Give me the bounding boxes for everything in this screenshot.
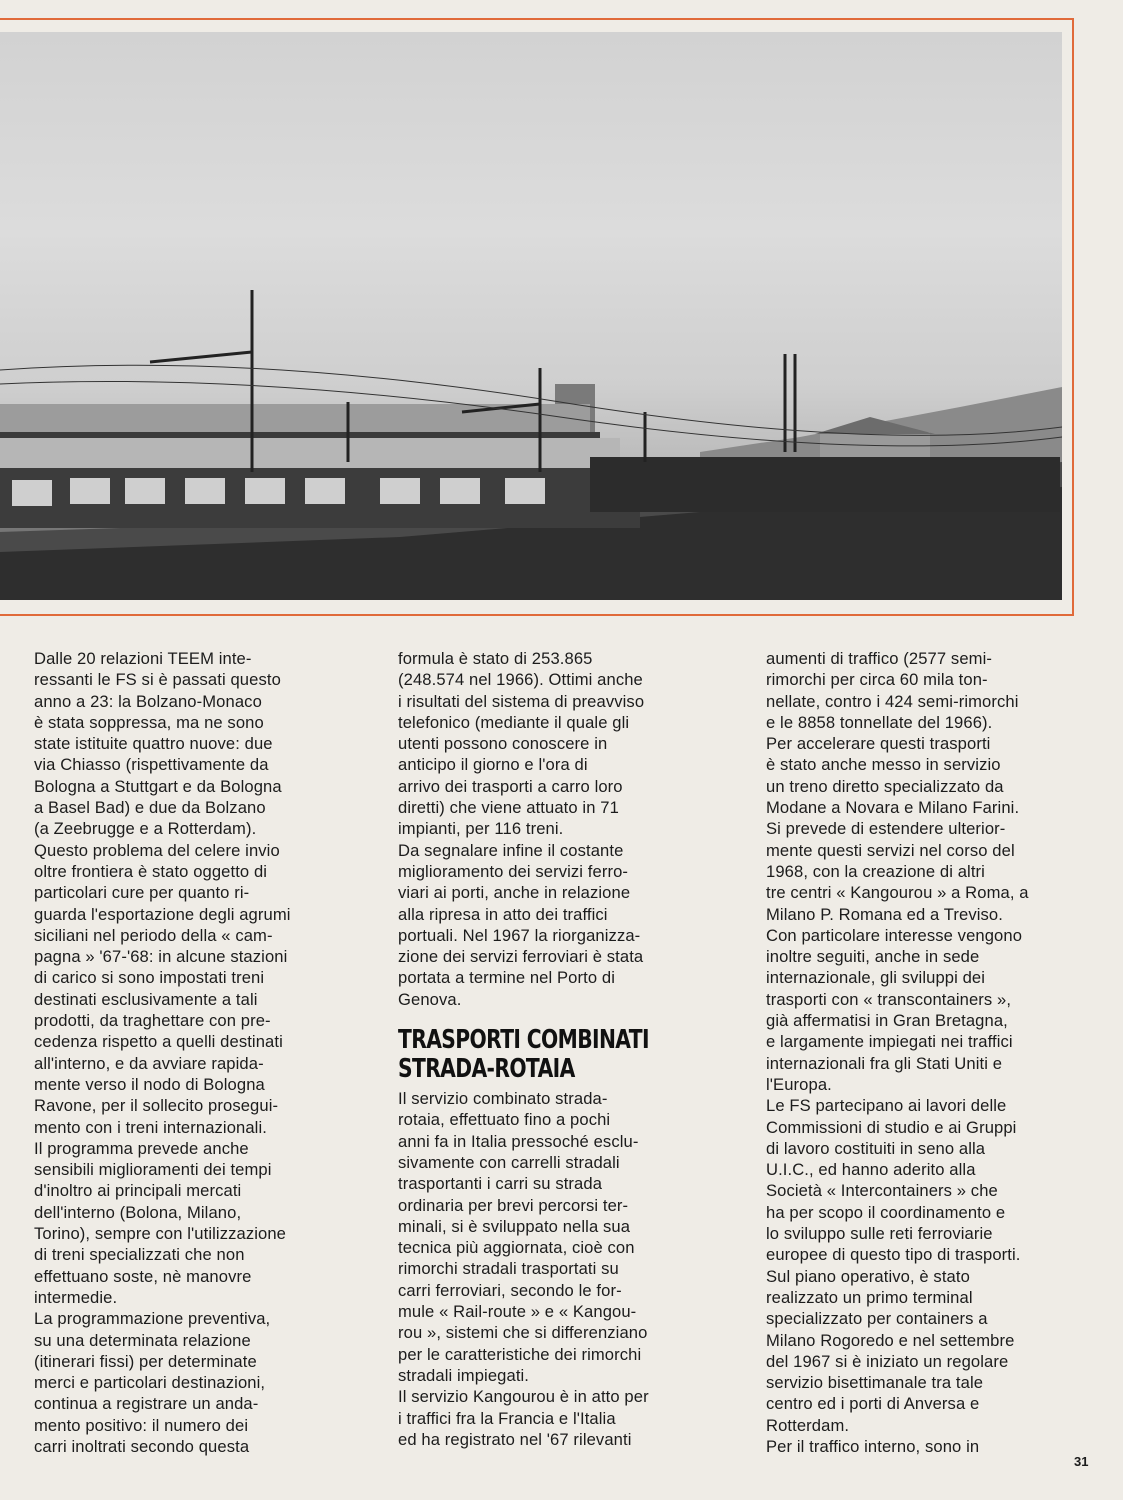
paragraph: La programmazione preventiva, su una determinata relazione (itinerari fissi) per determinate merci e particolari destinazioni, continua a registrare un anda- mento positivo: il numero dei carri inoltrati secondo questa (34, 1309, 271, 1456)
paragraph: formula è stato di 253.865 (248.574 nel 1966). Ottimi anche i risultati del sistema di preavviso telefonico (mediante il quale gli utenti possono conoscere in anticipo il giorno e l'ora di arrivo dei trasporti a carro loro diretti) che viene attuato in 71 impianti, per 116 treni. (398, 649, 645, 839)
paragraph: Con particolare interesse vengono inoltre seguiti, anche in sede internazionale, gli sviluppi dei trasporti con « transcontainers », già affermatisi in Gran Bretagna, e largamente impiegati nei traffici internazionali fra gli Stati Uniti e l'Europa. (766, 925, 1023, 1094)
paragraph: Sul piano operativo, è stato realizzato un primo terminal specializzato per containers a Milano Rogoredo e nel settembre del 1967 si è iniziato un regolare servizio bisettimanale tra tale centro ed i porti di Anversa e Rotterdam. (766, 1266, 1015, 1435)
text-column-3 (766, 648, 1096, 1457)
paragraph: Per il traffico interno, sono in (766, 1436, 980, 1456)
paragraph: Le FS partecipano ai lavori delle Commissioni di studio e ai Gruppi di lavoro costituiti in seno alla U.I.C., ed hanno aderito alla Società « Intercontainers » che ha per scopo il coordinamento e lo sviluppo sulle reti ferroviarie europee di questo tipo di trasporti. (766, 1096, 1021, 1265)
paragraph: Il servizio Kangourou è in atto per i traffici fra la Francia e l'Italia ed ha registrato nel '67 rilevanti (398, 1387, 649, 1449)
freight-train-photo (0, 32, 1062, 600)
photo-frame-right (1072, 18, 1074, 616)
paragraph: Dalle 20 relazioni TEEM inte- ressanti le FS si è passati questo anno a 23: la Bolzano-Monaco è stata soppressa, ma ne sono state istituite quattro nuove: due via Chiasso (rispettivamente da Bologna a Stuttgart e da Bologna a Basel Bad) e due da Bolzano (a Zeebrugge e a Rotterdam). (34, 649, 282, 839)
section-heading: TRASPORTI COMBINATI STRADA-ROTAIA (398, 1025, 649, 1085)
paragraph: Per accelerare questi trasporti è stato anche messo in servizio un treno diretto specializzato da Modane a Novara e Milano Farini. (766, 734, 1020, 818)
paragraph: Questo problema del celere invio oltre frontiera è stato oggetto di particolari cure per quanto ri- guarda l'esportazione degli agrumi siciliani nel periodo della « cam- pagna » '67-'68: in alcune stazioni di carico si sono impostati treni destinati esclusivamente a tali prodotti, da traghettare con pre- cedenza rispetto a quelli destinati all'interno, e da avviare rapida- mente verso il nodo di Bologna Ravone, per il sollecito prosegui- mento con i treni internazionali. (34, 840, 291, 1137)
photo-frame-top (0, 18, 1074, 20)
page-number: 31 (1074, 1454, 1089, 1469)
text-column-2 (398, 648, 728, 1450)
paragraph: Il servizio combinato strada- rotaia, effettuato fino a pochi anni fa in Italia pressoché esclu- sivamente con carrelli stradali trasportanti i carri su strada ordinaria per brevi percorsi ter- minali, si è sviluppato nella sua tecnica più aggiornata, cioè con rimorchi stradali trasportati su carri ferroviari, secondo le for- mule « Rail-route » e « Kangou- rou », sistemi che si differenziano per le caratteristiche dei rimorchi stradali impiegati. (398, 1089, 648, 1385)
paragraph: Il programma prevede anche sensibili miglioramenti dei tempi d'inoltro ai principali mercati dell'interno (Bolona, Milano, Torino), sempre con l'utilizzazione di treni specializzati che non effettuano soste, nè manovre intermedie. (34, 1138, 286, 1307)
text-column-1 (34, 648, 364, 1457)
paragraph: Si prevede di estendere ulterior- mente questi servizi nel corso del 1968, con la creazione di altri tre centri « Kangourou » a Roma, a Milano P. Romana ed a Treviso. (766, 819, 1029, 924)
paragraph: aumenti di traffico (2577 semi- rimorchi per circa 60 mila ton- nellate, contro i 424 semi-rimorchi e le 8858 tonnellate del 1966). (766, 649, 1019, 732)
freight-train-photo-icon (0, 32, 1062, 600)
paragraph: Da segnalare infine il costante miglioramento dei servizi ferro- viari ai porti, anche in relazione alla ripresa in atto dei traffici portuali. Nel 1967 la riorganizza- zione dei servizi ferroviari è stata portata a termine nel Porto di Genova. (398, 840, 644, 1009)
photo-frame-bottom (0, 614, 1074, 616)
